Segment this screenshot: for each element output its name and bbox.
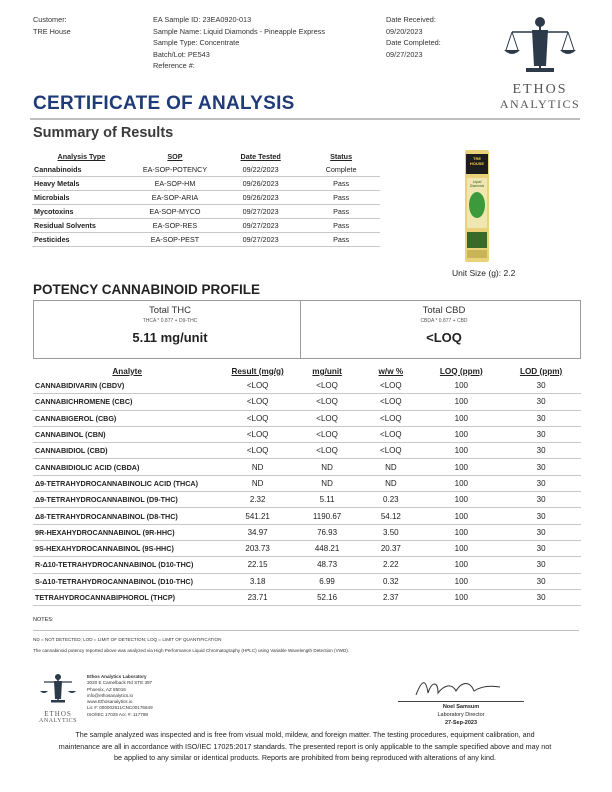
product-image	[463, 150, 491, 262]
potency-cell: 9S-HEXAHYDROCANNABINOL (9S-HHC)	[33, 540, 221, 556]
potency-col-header: LOQ (ppm)	[439, 366, 483, 376]
potency-cell: <LOQ	[221, 394, 294, 410]
summary-row	[32, 233, 380, 247]
potency-cell: 100	[421, 589, 501, 605]
total-thc-label: Total THC	[148, 305, 192, 316]
summary-col-header: Status	[330, 152, 353, 161]
total-thc-value: 5.11 mg/unit	[132, 330, 208, 345]
summary-row	[32, 177, 380, 191]
potency-cell: 100	[421, 394, 501, 410]
summary-cell: 09/27/2023	[219, 205, 302, 219]
potency-row	[33, 540, 581, 556]
potency-cell: 100	[421, 443, 501, 459]
legend-text: ND = NOT DETECTED; LOD = LIMIT OF DETECTION; LOQ = LIMIT OF QUANTIFICATION	[33, 637, 222, 642]
summary-header-row	[32, 150, 380, 163]
total-thc-formula: THCA * 0.877 + D9-THC	[142, 318, 198, 324]
summary-cell: 09/22/2023	[219, 163, 302, 177]
potency-row	[33, 589, 581, 605]
potency-cell: <LOQ	[294, 378, 360, 394]
reference: Reference #:	[153, 61, 195, 70]
potency-cell: Δ9-TETRAHYDROCANNABINOL (D9-THC)	[33, 492, 221, 508]
lab-logo-line2: ANALYTICS	[39, 718, 77, 724]
product-vial-icon	[463, 150, 491, 262]
potency-cell: ND	[221, 459, 294, 475]
potency-cell: 6.99	[294, 573, 360, 589]
potency-cell: 100	[421, 426, 501, 442]
potency-cell: CANNABIGEROL (CBG)	[33, 410, 221, 426]
notes-divider	[33, 630, 579, 631]
lab-license: Lic #: 00000261LCNC00176649	[87, 705, 153, 711]
sample-name: Sample Name: Liquid Diamonds - Pineapple Express	[153, 26, 325, 36]
potency-row	[33, 426, 581, 442]
lab-address1: 3020 E Camelback Rd STE 397	[87, 680, 153, 686]
notes-label: NOTES:	[33, 617, 54, 623]
potency-cell: R-Δ10-TETRAHYDROCANNABINOL (D10-THC)	[33, 557, 221, 573]
summary-cell: Pass	[302, 205, 380, 219]
summary-cell: Heavy Metals	[32, 177, 131, 191]
potency-cell: 100	[421, 508, 501, 524]
date-completed: 09/27/2023	[386, 49, 423, 59]
potency-cell: <LOQ	[360, 443, 421, 459]
sample-type: Sample Type: Concentrate	[153, 38, 240, 47]
summary-cell: EA-SOP-ARIA	[131, 191, 219, 205]
potency-cell: <LOQ	[294, 426, 360, 442]
potency-cell: 30	[501, 426, 581, 442]
potency-cell: <LOQ	[294, 394, 360, 410]
potency-row	[33, 492, 581, 508]
potency-col-header: mg/unit	[312, 366, 342, 376]
signer-name: Noel Samsum	[442, 704, 480, 710]
potency-cell: ND	[360, 459, 421, 475]
potency-cell: 34.97	[221, 524, 294, 540]
summary-col-header: Analysis Type	[57, 152, 106, 161]
potency-col-header: LOD (ppm)	[519, 366, 563, 376]
potency-cell: 30	[501, 410, 581, 426]
potency-cell: 48.73	[294, 557, 360, 573]
potency-cell: CANNABIDIVARIN (CBDV)	[33, 378, 221, 394]
potency-row	[33, 524, 581, 540]
summary-cell: EA-SOP-HM	[131, 177, 219, 191]
unit-size: Unit Size (g): 2.2	[452, 268, 516, 278]
potency-cell: 30	[501, 557, 581, 573]
summary-row	[32, 163, 380, 177]
summary-title: Summary of Results	[33, 125, 174, 141]
potency-cell: 30	[501, 492, 581, 508]
potency-cell: 30	[501, 540, 581, 556]
potency-cell: S-Δ10-TETRAHYDROCANNABINOL (D10-THC)	[33, 573, 221, 589]
potency-row	[33, 573, 581, 589]
potency-cell: ND	[294, 475, 360, 491]
summary-cell: Microbials	[32, 191, 131, 205]
summary-col-header: Date Tested	[240, 152, 281, 161]
total-cbd-value: <LOQ	[426, 330, 462, 345]
potency-cell: 100	[421, 573, 501, 589]
total-cbd-formula: CBDA * 0.877 + CBD	[420, 318, 468, 324]
potency-cell: CANNABIDIOLIC ACID (CBDA)	[33, 459, 221, 475]
potency-cell: ND	[360, 475, 421, 491]
potency-cell: 100	[421, 410, 501, 426]
total-cbd-panel	[308, 301, 580, 358]
potency-cell: 52.16	[294, 589, 360, 605]
potency-cell: 2.32	[221, 492, 294, 508]
method-text: The cannabinoid potency reported above was analyzed via High Performance Liquid Chromatography (HPLC) using Variable Wavelength Detection (VWD).	[33, 648, 350, 653]
footer-disclaimer: The sample analyzed was inspected and is free from visual mold, mildew, and foreign matter. The testing procedures, equipment calibration, and maintenance are all in accordance with ISO/IEC 17025:2017 standards. The presented report is only applicable to the sample specified above and may not be applied to any similar or identical products. Reports are prohibited from being reproduced with alterations of any kind.	[58, 730, 552, 762]
signature-line	[398, 701, 524, 702]
potency-cell: 1190.67	[294, 508, 360, 524]
summary-cell: Mycotoxins	[32, 205, 131, 219]
summary-cell: Cannabinoids	[32, 163, 131, 177]
potency-col-header: Analyte	[112, 366, 142, 376]
potency-cell: 54.12	[360, 508, 421, 524]
customer-label: Customer:	[33, 15, 67, 24]
lab-logo-line1: ETHOS	[44, 710, 72, 718]
potency-cell: 3.18	[221, 573, 294, 589]
potency-cell: Δ9-TETRAHYDROCANNABINOLIC ACID (THCA)	[33, 475, 221, 491]
potency-cell: CANNABINOL (CBN)	[33, 426, 221, 442]
summary-cell: 09/27/2023	[219, 219, 302, 233]
summary-cell: Pass	[302, 233, 380, 247]
summary-row	[32, 219, 380, 233]
potency-cell: 30	[501, 573, 581, 589]
potency-cell: CANNABIDIOL (CBD)	[33, 443, 221, 459]
potency-cell: 100	[421, 459, 501, 475]
potency-row	[33, 410, 581, 426]
potency-cell: ND	[294, 459, 360, 475]
potency-row	[33, 557, 581, 573]
sample-id: EA Sample ID: 23EA0920-013	[153, 15, 252, 24]
totals-box	[33, 300, 581, 359]
potency-cell: 30	[501, 394, 581, 410]
potency-cell: 2.37	[360, 589, 421, 605]
summary-cell: Pass	[302, 191, 380, 205]
lab-email: info@ethosanalytics.io	[87, 692, 134, 698]
potency-row	[33, 378, 581, 394]
lab-address	[87, 674, 153, 718]
product-brand-text: TRE HOUSE	[469, 156, 485, 166]
customer-name: TRE House	[33, 26, 71, 36]
potency-cell: <LOQ	[294, 443, 360, 459]
potency-cell: 30	[501, 475, 581, 491]
potency-cell: <LOQ	[221, 426, 294, 442]
summary-row	[32, 205, 380, 219]
ethos-logo	[490, 10, 590, 115]
potency-cell: <LOQ	[294, 410, 360, 426]
potency-cell: <LOQ	[360, 394, 421, 410]
summary-row	[32, 191, 380, 205]
potency-cell: 100	[421, 557, 501, 573]
summary-cell: 09/27/2023	[219, 233, 302, 247]
potency-cell: 22.15	[221, 557, 294, 573]
date-completed-label: Date Completed:	[386, 38, 441, 47]
summary-cell: 09/26/2023	[219, 177, 302, 191]
potency-row	[33, 475, 581, 491]
potency-cell: Δ8-TETRAHYDROCANNABINOL (D8-THC)	[33, 508, 221, 524]
potency-cell: 203.73	[221, 540, 294, 556]
potency-cell: <LOQ	[221, 410, 294, 426]
potency-row	[33, 394, 581, 410]
justice-scale-icon	[490, 10, 590, 78]
potency-cell: 5.11	[294, 492, 360, 508]
potency-cell: 9R-HEXAHYDROCANNABINOL (9R-HHC)	[33, 524, 221, 540]
summary-cell: Pesticides	[32, 233, 131, 247]
summary-cell: 09/26/2023	[219, 191, 302, 205]
potency-col-header: w/w %	[378, 366, 404, 376]
potency-cell: 20.37	[360, 540, 421, 556]
sample-block	[153, 14, 325, 72]
summary-cell: EA-SOP-PEST	[131, 233, 219, 247]
potency-cell: <LOQ	[360, 410, 421, 426]
potency-cell: 541.21	[221, 508, 294, 524]
divider	[30, 118, 580, 120]
signer-title: Laboratory Director	[437, 712, 485, 718]
signature-icon	[408, 675, 508, 701]
summary-table	[32, 150, 380, 247]
potency-col-header: Result (mg/g)	[231, 366, 284, 376]
potency-cell: 30	[501, 524, 581, 540]
potency-cell: 30	[501, 459, 581, 475]
signer-block	[398, 703, 524, 727]
potency-cell: 0.32	[360, 573, 421, 589]
justice-scale-icon	[33, 670, 83, 706]
potency-cell: <LOQ	[221, 443, 294, 459]
summary-cell: Pass	[302, 219, 380, 233]
potency-cell: 100	[421, 475, 501, 491]
potency-cell: 100	[421, 492, 501, 508]
potency-cell: 30	[501, 508, 581, 524]
summary-cell: EA-SOP-RES	[131, 219, 219, 233]
potency-header-row	[33, 364, 581, 378]
potency-cell: 100	[421, 540, 501, 556]
potency-cell: 30	[501, 378, 581, 394]
product-label-text: Liquid Diamonds	[469, 180, 485, 188]
brand-line2: ANALYTICS	[499, 97, 581, 111]
summary-cell: Complete	[302, 163, 380, 177]
potency-cell: CANNABICHROMENE (CBC)	[33, 394, 221, 410]
lab-web: www.Ethosanalytics.io	[87, 699, 133, 705]
summary-col-header: SOP	[167, 152, 183, 161]
potency-cell: 76.93	[294, 524, 360, 540]
potency-cell: 448.21	[294, 540, 360, 556]
totals-divider	[300, 301, 301, 358]
potency-cell: 23.71	[221, 589, 294, 605]
potency-cell: ND	[221, 475, 294, 491]
potency-cell: 100	[421, 378, 501, 394]
potency-cell: <LOQ	[221, 378, 294, 394]
total-thc-panel	[34, 301, 306, 358]
date-received-label: Date Received:	[386, 15, 436, 24]
potency-title: POTENCY CANNABINOID PROFILE	[33, 282, 261, 297]
lab-logo	[33, 670, 83, 724]
summary-cell: Pass	[302, 177, 380, 191]
dates-block	[386, 14, 441, 60]
brand-line1: ETHOS	[512, 82, 568, 97]
potency-cell: 2.22	[360, 557, 421, 573]
potency-row	[33, 459, 581, 475]
potency-cell: 30	[501, 589, 581, 605]
signer-date: 27-Sep-2023	[444, 720, 478, 726]
potency-cell: 100	[421, 524, 501, 540]
lab-iso: ISO/IEC 17025 Acc #: 117798	[87, 711, 148, 717]
date-received: 09/20/2023	[386, 26, 423, 36]
potency-row	[33, 443, 581, 459]
potency-cell: TETRAHYDROCANNABIPHOROL (THCP)	[33, 589, 221, 605]
page-title: CERTIFICATE OF ANALYSIS	[33, 93, 295, 114]
potency-cell: 0.23	[360, 492, 421, 508]
potency-cell: 3.50	[360, 524, 421, 540]
summary-cell: Residual Solvents	[32, 219, 131, 233]
potency-cell: 30	[501, 443, 581, 459]
batch-lot: Batch/Lot: PE543	[153, 49, 210, 59]
summary-cell: EA-SOP-POTENCY	[131, 163, 219, 177]
potency-row	[33, 508, 581, 524]
summary-cell: EA-SOP-MYCO	[131, 205, 219, 219]
potency-cell: <LOQ	[360, 378, 421, 394]
potency-table	[33, 364, 581, 606]
signature	[408, 675, 508, 701]
potency-cell: <LOQ	[360, 426, 421, 442]
customer-block	[33, 14, 71, 37]
lab-address2: Phoenix, AZ 85016	[87, 686, 126, 692]
lab-name: Ethos Analytics Laboratory	[87, 674, 147, 679]
total-cbd-label: Total CBD	[422, 305, 466, 316]
